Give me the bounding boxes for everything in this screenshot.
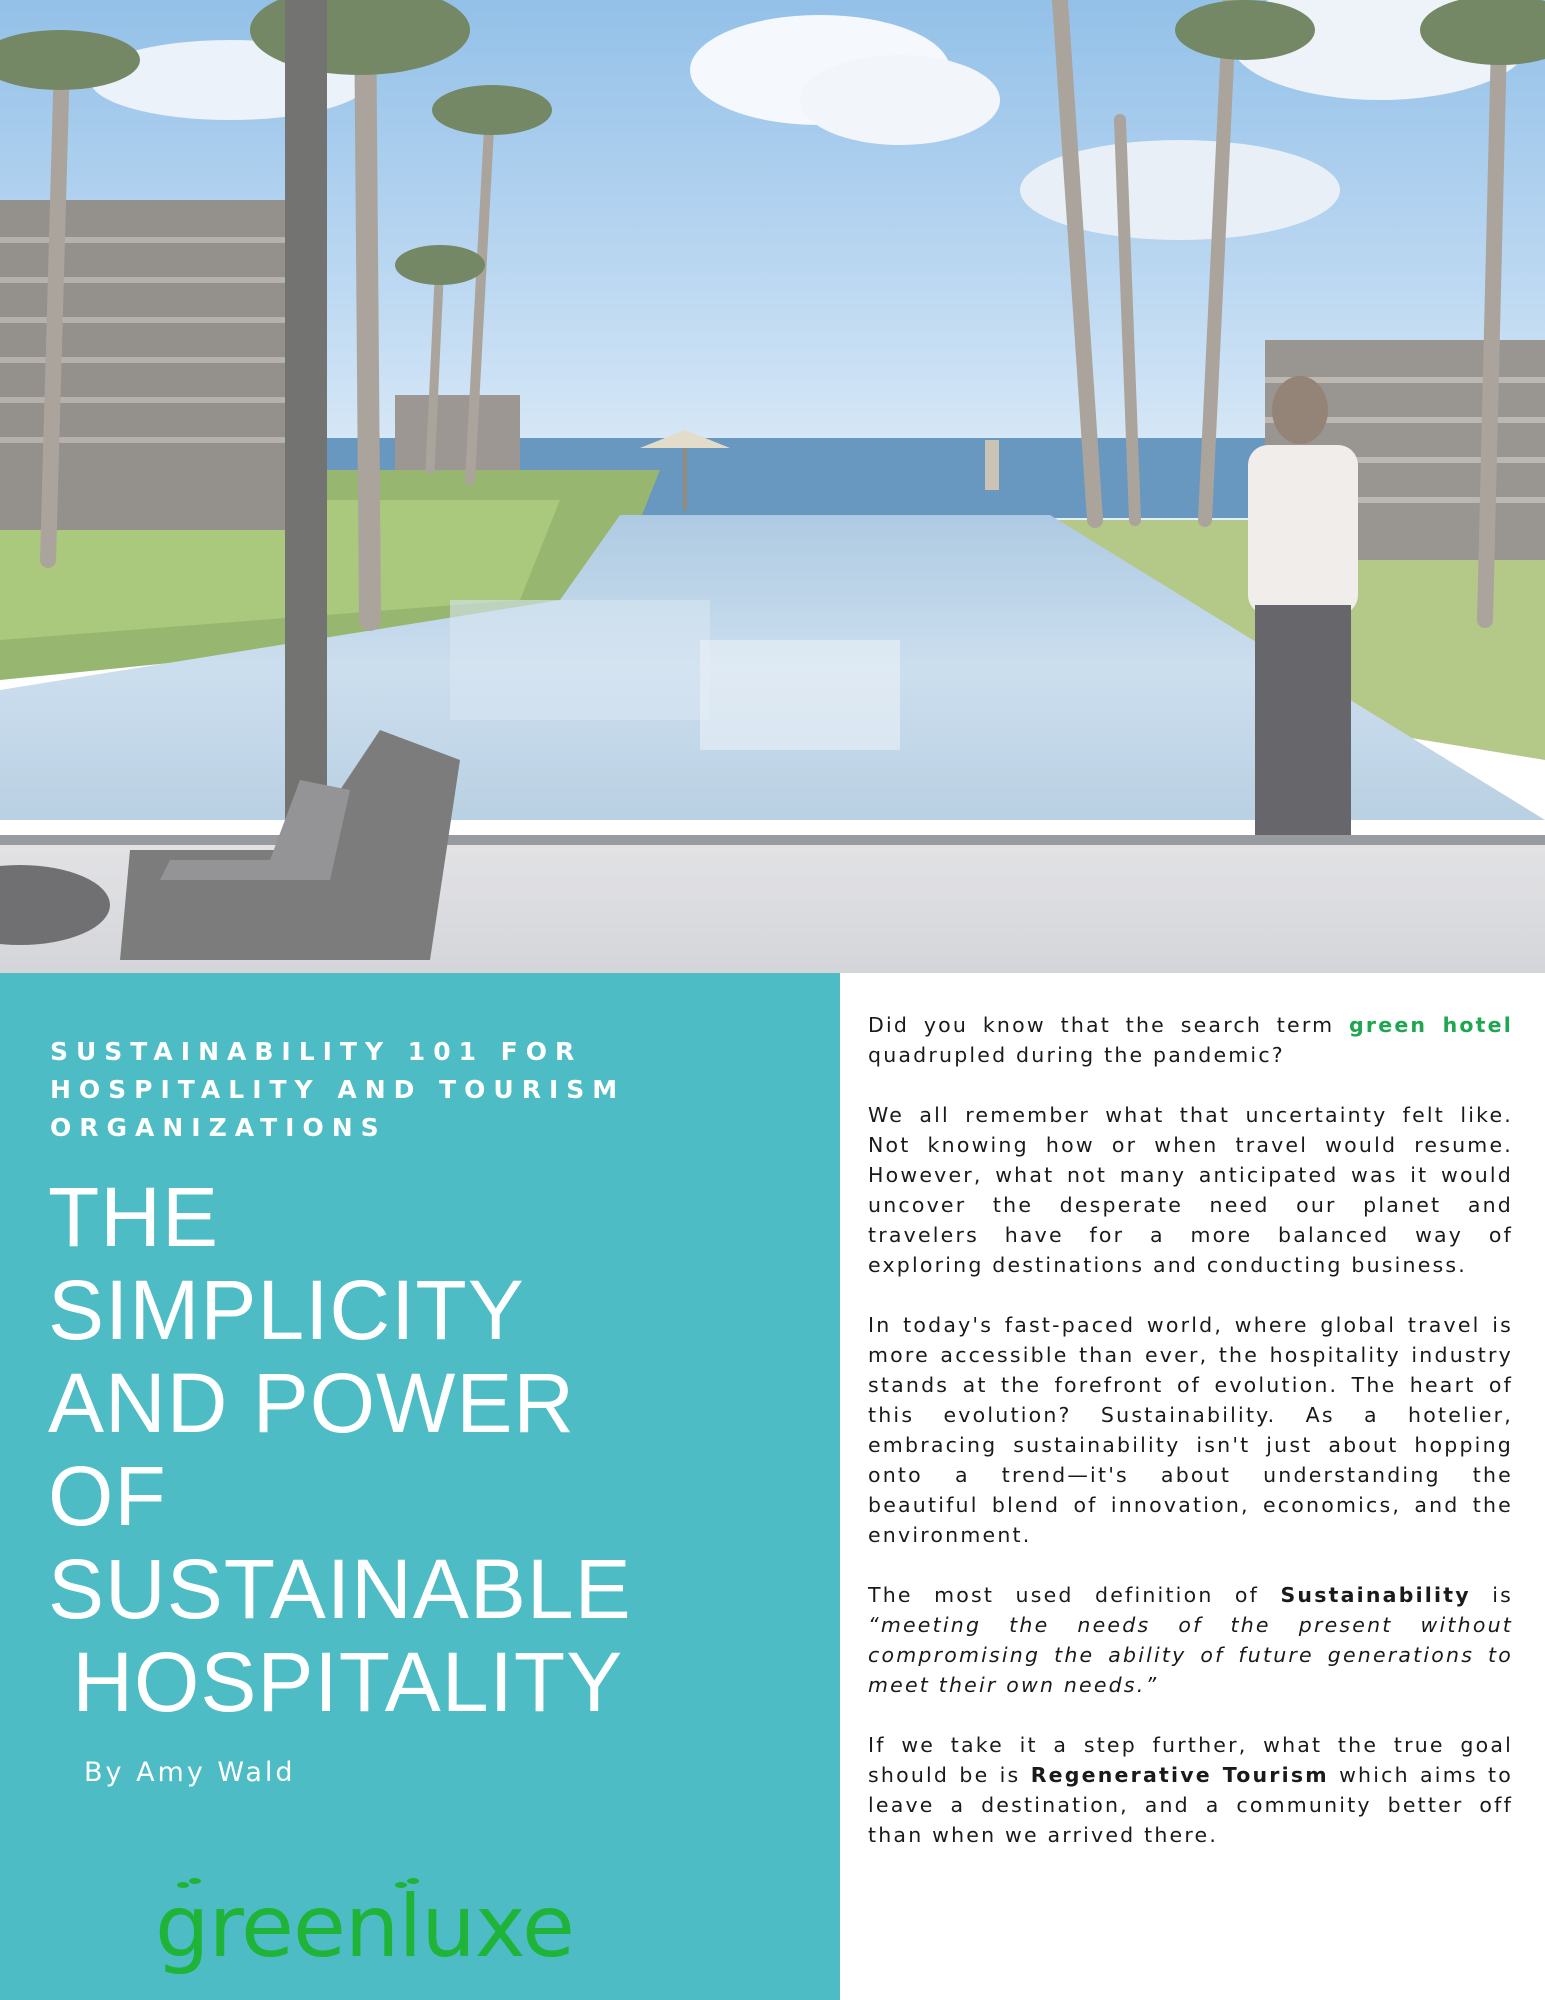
hero-photo — [0, 0, 1545, 973]
kicker-line: HOSPITALITY AND TOURISM — [50, 1075, 626, 1104]
title-line: SUSTAINABLE — [48, 1542, 632, 1636]
article-paragraph: In today's fast-paced world, where global travel is more accessible than ever, the hospitality industry stands at the forefront of evolution. The heart of this evolution? Sustainability. As a hotelier, embracing sustainability isn't just about hopping onto a trend—it's about understanding the beautiful blend of innovation, economics, and the environment. — [868, 1313, 1513, 1547]
page-title — [48, 1171, 828, 1729]
paragraph-text: Did you know that the search term — [868, 1013, 1350, 1037]
title-line: HOSPITALITY — [48, 1635, 624, 1729]
logo-wordmark: greenluxe — [155, 1877, 574, 1977]
author-byline: By Amy Wald — [84, 1757, 296, 1788]
paragraph-text: If we take it a step further, what the true goal should be is — [868, 1733, 1513, 1787]
kicker-line: SUSTAINABILITY 101 FOR — [50, 1037, 583, 1066]
series-kicker — [50, 1033, 770, 1147]
highlight-keyword: green hotel — [1349, 1013, 1513, 1037]
paragraph-text: quadrupled during the pandemic? — [868, 1043, 1285, 1067]
kicker-line: ORGANIZATIONS — [50, 1113, 387, 1142]
bold-term: Sustainability — [1280, 1583, 1471, 1607]
paragraph-text: The most used definition of — [868, 1583, 1281, 1607]
paragraph-text: which aims to leave a destination, and a community better off than when we arrived there. — [868, 1763, 1513, 1847]
greenluxe-logo — [155, 1873, 575, 2000]
article-paragraph — [868, 1010, 1513, 1070]
paragraph-text: is — [1470, 1583, 1513, 1607]
article-paragraph — [868, 1730, 1513, 1850]
hero-overlay — [0, 0, 1545, 973]
title-line: AND POWER — [48, 1356, 576, 1450]
article-paragraph: We all remember what that uncertainty felt like. Not knowing how or when travel would resume. However, what not many anticipated was it would uncover the desperate need our planet and travelers have for a more balanced way of exploring destinations and conducting business. — [868, 1103, 1513, 1277]
title-line: OF — [48, 1449, 167, 1543]
article-body — [868, 1010, 1513, 1880]
title-line: SIMPLICITY — [48, 1263, 525, 1357]
article-paragraph — [868, 1580, 1513, 1700]
bold-term: Regenerative Tourism — [1030, 1763, 1329, 1787]
title-panel — [0, 973, 840, 2000]
title-line: THE — [48, 1170, 219, 1264]
definition-quote: “meeting the needs of the present without compromising the ability of future generations to meet their own needs.” — [868, 1613, 1513, 1697]
